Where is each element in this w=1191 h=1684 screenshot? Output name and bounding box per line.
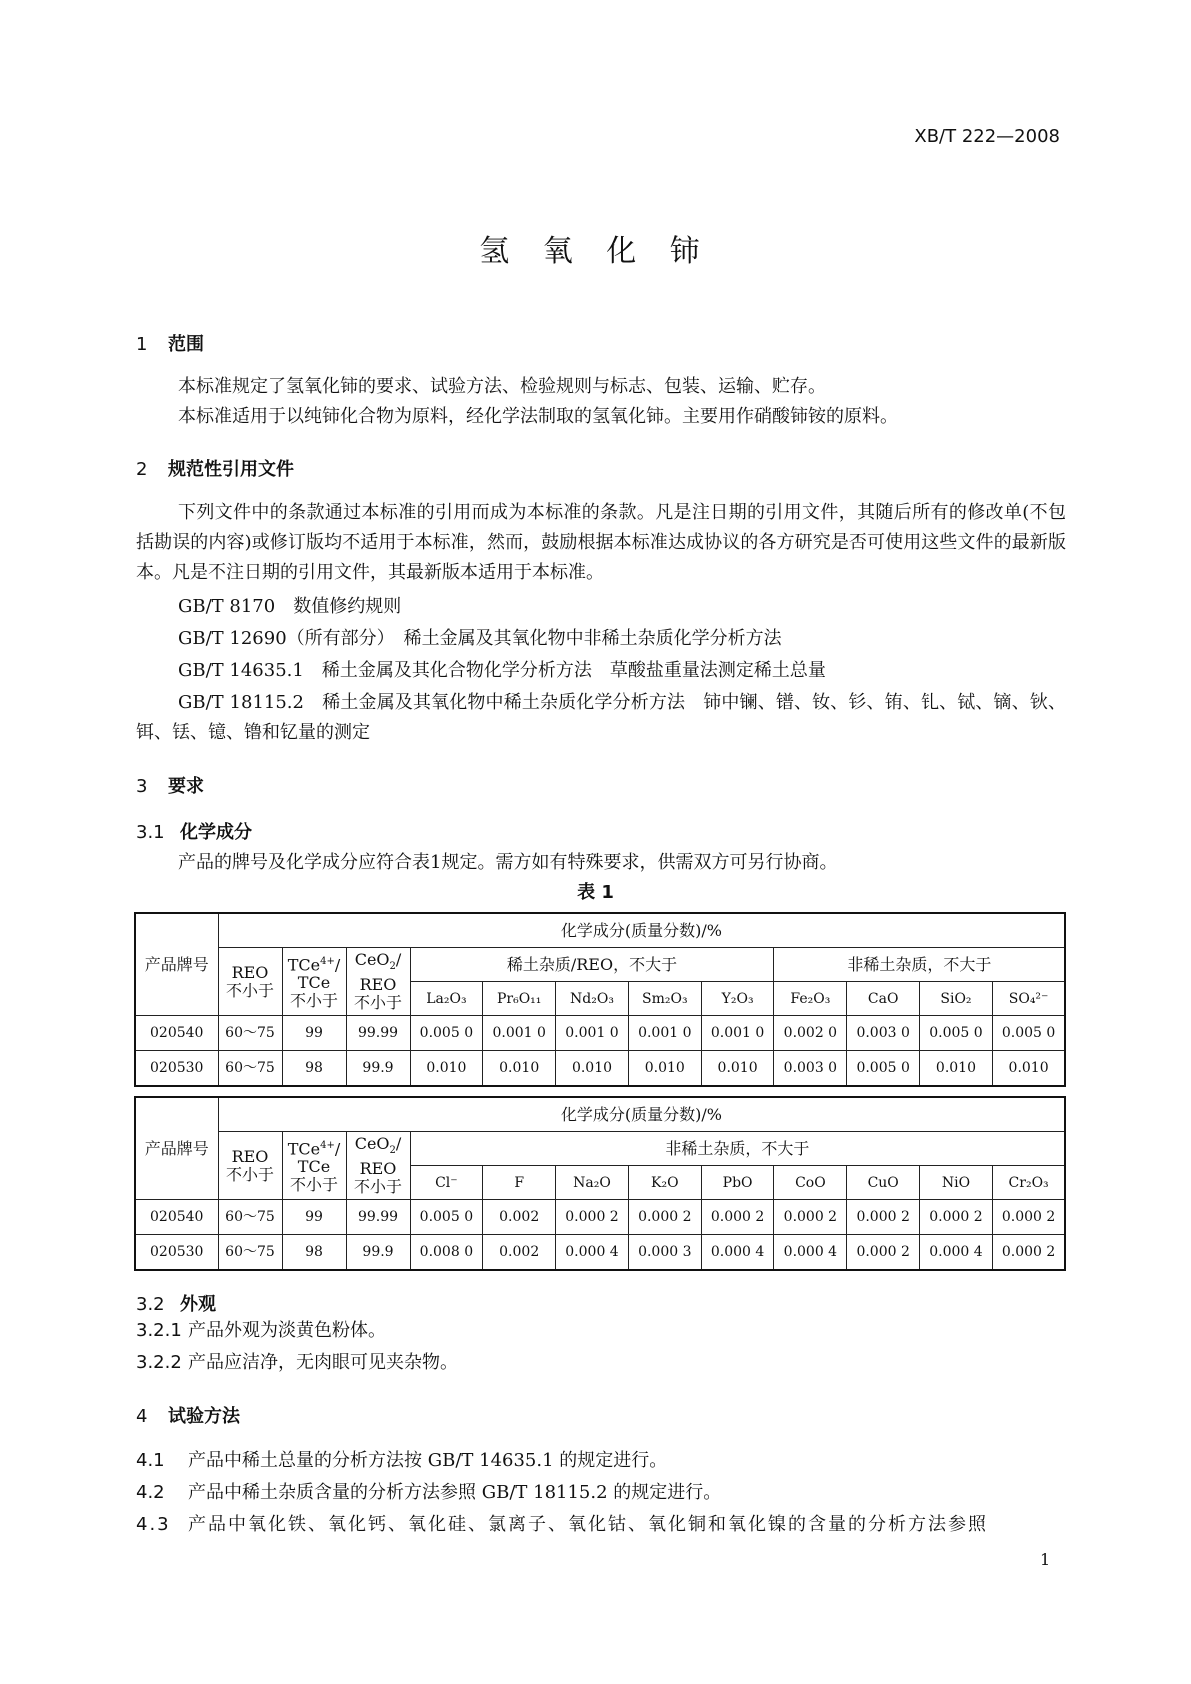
section-2-intro: 下列文件中的条款通过本标准的引用而成为本标准的条款。凡是注日期的引用文件，其随后所有的修改单(不包括勘误的内容)或修订版均不适用于本标准，然而，鼓励根据本标准达成协议的各方研究是否可使用这些文件的最新版本。凡是不注日期的引用文件，其最新版本适用于本标准。 — [136, 502, 1066, 583]
table-row — [135, 1016, 1065, 1051]
section-1-para-1: 本标准规定了氢氧化铈的要求、试验方法、检验规则与标志、包装、运输、贮存。 — [178, 376, 826, 397]
section-3-heading: 3 要求 — [136, 776, 204, 797]
section-1-heading: 1 范围 — [136, 334, 204, 355]
non-rare-earth-impurity-header: 非稀土杂质，不大于 — [410, 1132, 1065, 1166]
column-header: PbO — [701, 1166, 774, 1200]
section-4-3: 4.3 产品中氧化铁、氧化钙、氧化硅、氯离子、氧化钴、氧化铜和氧化镍的含量的分析方法参照 — [136, 1514, 988, 1535]
table-cell: 60～75 — [218, 1016, 282, 1051]
table-cell: 0.000 2 — [701, 1200, 774, 1235]
table-cell: 020530 — [135, 1051, 218, 1087]
table-cell: 0.000 2 — [847, 1200, 920, 1235]
table-cell: 0.000 2 — [774, 1200, 847, 1235]
composition-group-header: 化学成分(质量分数)/% — [218, 913, 1065, 948]
table-cell: 0.000 4 — [701, 1235, 774, 1271]
column-header: Sm₂O₃ — [628, 982, 701, 1016]
section-4-heading: 4 试验方法 — [136, 1406, 240, 1427]
table-cell: 0.000 3 — [628, 1235, 701, 1271]
section-3-2-2: 3.2.2 产品应洁净，无肉眼可见夹杂物。 — [136, 1352, 458, 1373]
brand-header: 产品牌号 — [135, 913, 218, 1016]
table-cell: 0.001 0 — [628, 1016, 701, 1051]
table-cell: 60～75 — [218, 1200, 282, 1235]
table-cell: 0.003 0 — [774, 1051, 847, 1087]
table-cell: 0.003 0 — [847, 1016, 920, 1051]
table-cell: 0.001 0 — [483, 1016, 556, 1051]
table-cell: 99.99 — [346, 1016, 410, 1051]
brand-header: 产品牌号 — [135, 1097, 218, 1200]
table-cell: 0.010 — [920, 1051, 993, 1087]
section-1-para-2: 本标准适用于以纯铈化合物为原料，经化学法制取的氢氧化铈。主要用作硝酸铈铵的原料。 — [178, 406, 898, 427]
table-cell: 60～75 — [218, 1235, 282, 1271]
column-header: SO₄²⁻ — [992, 982, 1065, 1016]
table-cell: 0.010 — [701, 1051, 774, 1087]
section-3-1-text: 产品的牌号及化学成分应符合表1规定。需方如有特殊要求，供需双方可另行协商。 — [178, 852, 838, 873]
column-header: NiO — [920, 1166, 993, 1200]
table-cell: 0.000 2 — [992, 1200, 1065, 1235]
table-cell: 0.000 2 — [556, 1200, 629, 1235]
section-3-1-heading: 3.1 化学成分 — [136, 822, 252, 843]
standard-number: XB/T 222—2008 — [914, 126, 1060, 147]
table-cell: 0.000 4 — [774, 1235, 847, 1271]
table-cell: 99 — [282, 1200, 346, 1235]
non-rare-earth-impurity-header: 非稀土杂质，不大于 — [774, 948, 1065, 982]
table-cell: 0.010 — [556, 1051, 629, 1087]
table-cell: 0.000 2 — [920, 1200, 993, 1235]
column-header: Nd₂O₃ — [556, 982, 629, 1016]
table-cell: 020540 — [135, 1016, 218, 1051]
table-cell: 0.010 — [410, 1051, 483, 1087]
reference-item: GB/T 12690（所有部分） 稀土金属及其氧化物中非稀土杂质化学分析方法 — [178, 628, 782, 649]
section-3-2-heading: 3.2 外观 — [136, 1294, 216, 1315]
table-cell: 0.008 0 — [410, 1235, 483, 1271]
table-cell: 0.005 0 — [410, 1200, 483, 1235]
table-cell: 0.001 0 — [556, 1016, 629, 1051]
table-cell: 0.000 4 — [920, 1235, 993, 1271]
tce-header: TCe$^{4+}$/ TCe 不小于 — [282, 1132, 346, 1200]
table-cell: 0.005 0 — [920, 1016, 993, 1051]
reference-item: GB/T 18115.2 稀土金属及其氧化物中稀土杂质化学分析方法 铈中镧、镨、钕、钐、铕、钆、铽、镝、钬、铒、铥、镱、镥和钇量的测定 — [136, 692, 1066, 743]
page-number: 1 — [1040, 1550, 1051, 1569]
table-cell: 0.005 0 — [992, 1016, 1065, 1051]
ceo2-header: CeO$_2$/ REO 不小于 — [346, 1132, 410, 1200]
table-cell: 98 — [282, 1235, 346, 1271]
table-cell: 99.99 — [346, 1200, 410, 1235]
column-header: Cl⁻ — [410, 1166, 483, 1200]
column-header: SiO₂ — [920, 982, 993, 1016]
table-cell: 0.001 0 — [701, 1016, 774, 1051]
column-header: CoO — [774, 1166, 847, 1200]
table-cell: 0.000 2 — [992, 1235, 1065, 1271]
table-cell: 0.002 0 — [774, 1016, 847, 1051]
table-row — [135, 1235, 1065, 1271]
column-header: Y₂O₃ — [701, 982, 774, 1016]
table-cell: 0.000 2 — [847, 1235, 920, 1271]
column-header: CuO — [847, 1166, 920, 1200]
table-cell: 0.005 0 — [410, 1016, 483, 1051]
table-cell: 0.010 — [483, 1051, 556, 1087]
composition-group-header: 化学成分(质量分数)/% — [218, 1097, 1065, 1132]
column-header: Cr₂O₃ — [992, 1166, 1065, 1200]
column-header: Fe₂O₃ — [774, 982, 847, 1016]
table-caption: 表 1 — [577, 882, 614, 903]
table-cell: 99 — [282, 1016, 346, 1051]
table-cell: 99.9 — [346, 1235, 410, 1271]
table-cell: 60～75 — [218, 1051, 282, 1087]
table-cell: 0.000 4 — [556, 1235, 629, 1271]
section-2-heading: 2 规范性引用文件 — [136, 459, 294, 480]
table-row — [135, 1051, 1065, 1087]
section-4-2: 4.2 产品中稀土杂质含量的分析方法参照 GB/T 18115.2 的规定进行。 — [136, 1482, 722, 1503]
table-cell: 020530 — [135, 1235, 218, 1271]
reference-item: GB/T 8170 数值修约规则 — [178, 596, 402, 617]
table-cell: 0.010 — [992, 1051, 1065, 1087]
column-header: K₂O — [628, 1166, 701, 1200]
ceo2-header: CeO$_2$/ REO 不小于 — [346, 948, 410, 1016]
reference-item: GB/T 14635.1 稀土金属及其化合物化学分析方法 草酸盐重量法测定稀土总量 — [178, 660, 826, 681]
section-3-2-1: 3.2.1 产品外观为淡黄色粉体。 — [136, 1320, 386, 1341]
section-4-1: 4.1 产品中稀土总量的分析方法按 GB/T 14635.1 的规定进行。 — [136, 1450, 668, 1471]
table-cell: 99.9 — [346, 1051, 410, 1087]
column-header: CaO — [847, 982, 920, 1016]
page-title: 氢 氧 化 铈 — [479, 234, 712, 269]
table-cell: 0.002 — [483, 1200, 556, 1235]
column-header: Pr₆O₁₁ — [483, 982, 556, 1016]
composition-table-2 — [134, 1096, 1066, 1271]
column-header: La₂O₃ — [410, 982, 483, 1016]
table-row — [135, 1200, 1065, 1235]
tce-header: TCe$^{4+}$/ TCe 不小于 — [282, 948, 346, 1016]
table-cell: 0.002 — [483, 1235, 556, 1271]
reo-header: REO 不小于 — [218, 1132, 282, 1200]
rare-earth-impurity-header: 稀土杂质/REO，不大于 — [410, 948, 774, 982]
composition-table-1 — [134, 912, 1066, 1087]
table-cell: 0.000 2 — [628, 1200, 701, 1235]
table-cell: 020540 — [135, 1200, 218, 1235]
column-header: F — [483, 1166, 556, 1200]
table-cell: 0.005 0 — [847, 1051, 920, 1087]
column-header: Na₂O — [556, 1166, 629, 1200]
table-cell: 0.010 — [628, 1051, 701, 1087]
reo-header: REO 不小于 — [218, 948, 282, 1016]
table-cell: 98 — [282, 1051, 346, 1087]
